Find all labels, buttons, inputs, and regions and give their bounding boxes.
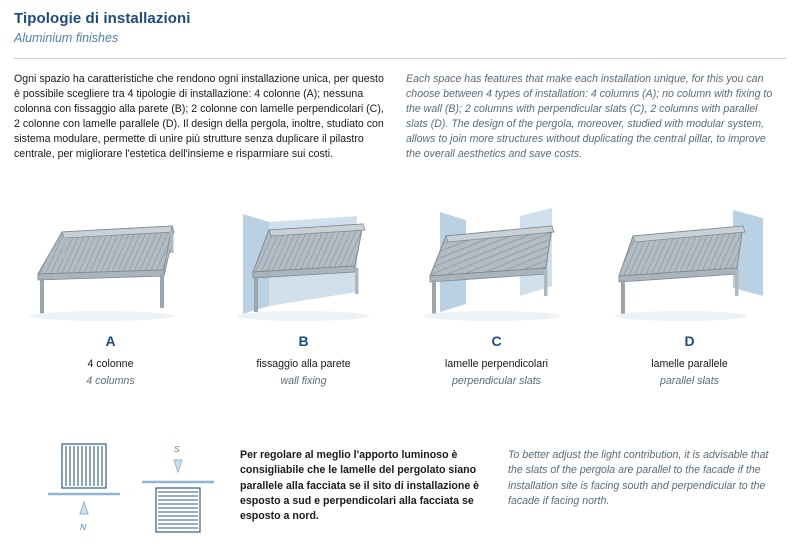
orientation-note-en-b2: perpendicular [671, 479, 736, 492]
page-subtitle: Aluminium finishes [14, 31, 119, 45]
orientation-note-en-p2: to the facade if the installation site is facing south and [508, 464, 761, 492]
intro-paragraph-italian: Ogni spazio ha caratteristiche che rendono ogni installazione unica, per questo è possibile scegliere tra 4 tipologie di installazione: 4 colonne (A); nessuna colonna con fissaggio alla parete (B); 2 colonne con lamelle perpendicolari (C), 2 colonne con lamelle parallele (D). Il design della pergola, inoltre, studiato con sistema modulare, permette di unire più strutture senza duplicare il pilastro centrale, per migliorare l'estetica dell'insieme e risparmiare sui costi. [14, 73, 384, 161]
variant-label-en-b: wall fixing [280, 374, 327, 387]
page-header [14, 10, 784, 45]
pergola-parallel-slats-icon [593, 196, 786, 336]
intro-paragraph-english: Each space has features that make each installation unique, for this you can choose between 4 types of installation: 4 columns (A); no column with fixing to the wall (B); 2 columns with perpendicular slats (C), 2 columns with parallel slats (D). The design of the pergola, moreover, studied with modular system, allows to join more structures without duplicating the central pillar, to improve the overall aesthetics and save costs. [406, 73, 773, 161]
header-divider [14, 58, 786, 59]
variant-label-it-d: lamelle parallele [651, 358, 728, 371]
orientation-note-en-b1: parallel [636, 464, 671, 477]
variant-letter-c: C [491, 333, 502, 349]
page-title: Tipologie di installazioni [14, 10, 191, 27]
variant-caption-b [207, 334, 400, 388]
orientation-diagram [38, 436, 228, 540]
compass-south-label: S [174, 444, 180, 454]
variant-label-it-a: 4 colonne [87, 358, 134, 371]
variant-letter-d: D [684, 333, 695, 349]
variant-caption-a [14, 334, 207, 388]
orientation-note-it-p2: alla facciata se il sito di installazione è esposto a sud e [240, 479, 480, 508]
pergola-perpendicular-slats-icon [400, 196, 593, 336]
orientation-note-it-b1: parallele [240, 479, 283, 492]
variant-letter-a: A [105, 333, 116, 349]
orientation-note-italian [240, 448, 492, 525]
variant-captions [14, 334, 786, 394]
compass-north-label: N [80, 522, 87, 532]
variant-caption-c [400, 334, 593, 388]
variant-letter-b: B [298, 333, 309, 349]
variant-label-it-b: fissaggio alla parete [256, 358, 351, 371]
orientation-note-it-p1: Per regolare al meglio l'apporto luminoso è consigliabile che le lamelle del pergolato siano [240, 449, 477, 477]
orientation-note-it-b2: perpendicolari [323, 495, 397, 508]
orientation-note-en-p3: to the facade if facing north. [508, 479, 766, 508]
pergola-wall-fixing-icon [207, 196, 400, 336]
orientation-note-en-p1: To better adjust the light contribution, it is advisable that the slats of the pergola are [508, 449, 769, 477]
variant-caption-d [593, 334, 786, 388]
variant-label-en-c: perpendicular slats [452, 374, 541, 387]
variant-label-en-a: 4 columns [86, 374, 135, 387]
orientation-note-english [508, 448, 778, 509]
variant-label-en-d: parallel slats [660, 374, 719, 387]
variant-label-it-c: lamelle perpendicolari [444, 358, 549, 371]
pergola-4-columns-icon [14, 196, 207, 336]
orientation-note-it-p3: alla facciata se esposto a nord. [240, 495, 474, 523]
